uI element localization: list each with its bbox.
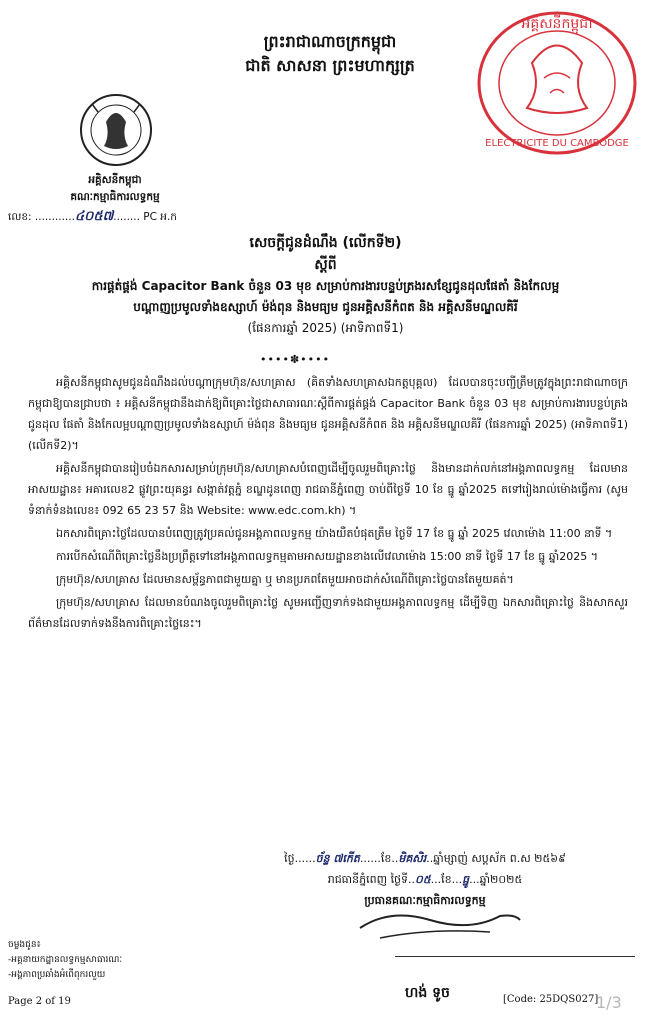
cc-item: -អគ្គនាយកដ្ឋានលទ្ធកម្មសាធារណៈ (8, 955, 123, 965)
ref-number-handwritten: ៤០៥៧ (74, 209, 114, 224)
signer-name: ហង់ ទូច (405, 985, 450, 1001)
organization-name: អគ្គិសនីកម្ពុជា (88, 174, 142, 186)
committee-name: គណៈកម្មាធិការលទ្ធកម្ម (70, 191, 160, 203)
lunar-day-handwritten: ច័ន្ទ ៧កើត (315, 852, 360, 865)
body-paragraph-1: អគ្គិសនីកម្ពុជាសូមជូនដំណឹងដល់បណ្តាក្រុមហ៊ុន/សហគ្រាស (គិតទាំងសហគ្រាសឯកត្តបុគ្គល) ដែលបានចុះបញ្ជីត្រឹមត្រូវក្នុងព្រះរាជាណាចក្រកម្ពុជាឱ្យបានជ្រាបថា ៖ អគ្គិសនីកម្ពុជានឹងដាក់ឱ្យពិគ្រោះថ្លៃជាសាធារណៈស្តីពីការផ្គត់ផ្គង់ Capacitor Bank ចំនួន 03 មុខ សម្រាប់ការងារបន្ទប់ត្រង ជូនដុល ផែតាំ និងកែលម្អបណ្តាញប្រមូលទាំងឧស្សាហ៍ ម៉ង់ពុន និងមធ្យម ជូនអគ្គិសនីកំពត និង អគ្គិសនីមណ្ឌលគិរី (ផែនការឆ្នាំ 2025) (អាទិភាពទី1) (លើកទី2)។ (28, 376, 628, 452)
ornament-divider: ••••✽•••• (260, 353, 331, 366)
notice-subject-line2: បណ្តាញប្រមូលទាំងឧស្សាហ៍ ម៉ង់ពុន និងមធ្យម ជូនអគ្គិសនីកំពត និង អគ្គិសនីមណ្ឌលគិរី (133, 300, 518, 314)
edc-emblem-logo (78, 92, 154, 168)
stamp-khmer-text: អគ្គិសនីកម្ពុជា (521, 16, 593, 32)
notice-title-block (20, 232, 631, 339)
solar-month-handwritten: ធ្នូ (462, 873, 470, 886)
solar-day-handwritten: ០៥ (415, 873, 431, 886)
cc-item: -អង្គភាពប្រឆាំងអំពើពុករលួយ (8, 970, 106, 980)
page-number: Page 2 of 19 (8, 996, 71, 1007)
ref-prefix: លេខ: (8, 211, 32, 223)
body-paragraph-4: ការបើកសំណើពិគ្រោះថ្លៃនឹងប្រព្រឹត្តទៅនៅអង្គភាពលទ្ធកម្មតាមអាសយដ្ឋានខាងលើវេលាម៉ោង 15:00 នាទី ថ្ងៃទី 17 ខែ ធ្នូ ឆ្នាំ2025 ។ (56, 550, 598, 563)
handwritten-signature (350, 898, 530, 958)
viewer-page-indicator[interactable]: 1/3 (596, 993, 622, 1012)
national-motto: ជាតិ សាសនា ព្រះមហាក្សត្រ (245, 56, 415, 75)
body-paragraph-5: ក្រុមហ៊ុន/សហគ្រាស ដែលមានសម្ព័ន្ធភាពជាមួយគ្នា ឬ មានប្រភពតែមួយអាចដាក់សំណើពិគ្រោះថ្លៃបានតែមួយគត់។ (56, 573, 514, 586)
reference-number: លេខ: ............៤០៥៧........ PC អ.ក (8, 209, 177, 224)
lunar-date-line: ថ្ងៃ......ច័ន្ទ ៧កើត......ខែ..មិគសិរ..ឆ្នាំម្សាញ់ សប្តស័ក ព.ស ២៥៦៩ (284, 852, 566, 865)
signer-title: ប្រធានគណៈកម្មាធិការលទ្ធកម្ម (364, 894, 486, 907)
kingdom-name: ព្រះរាជាណាចក្រកម្ពុជា (263, 32, 397, 51)
kingdom-header (180, 30, 480, 78)
body-paragraph-3: ឯកសារពិគ្រោះថ្លៃដែលបានបំពេញត្រូវប្រគល់ជូនអង្គភាពលទ្ធកម្ម យ៉ាងយឺតបំផុតត្រឹម ថ្ងៃទី 17 ខែ ធ្នូ ឆ្នាំ 2025 វេលាម៉ោង 11:00 នាទី ។ (56, 527, 613, 540)
signature-underline (395, 956, 635, 957)
notice-subject-line3: (ផែនការឆ្នាំ 2025) (អាទិភាពទី1) (247, 321, 404, 335)
ref-suffix: PC អ.ក (143, 211, 177, 223)
notice-body (28, 372, 628, 636)
notice-title: សេចក្តីជូនដំណឹង (លើកទី២) (249, 235, 402, 251)
stamp-french-text: ELECTRICITE DU CAMBODGE (485, 138, 629, 149)
solar-date-line: រាជធានីភ្នំពេញ ថ្ងៃទី..០៥...ខែ...ធ្នូ...ឆ្នាំ២០២៥ (327, 873, 523, 886)
official-seal-stamp (472, 8, 642, 158)
cc-list (8, 938, 122, 983)
lunar-month-handwritten: មិគសិរ (398, 852, 427, 865)
document-code: [Code: 25DQS027] (503, 994, 599, 1005)
notice-subject-line1: ការផ្គត់ផ្គង់ Capacitor Bank ចំនួន 03 មុខ សម្រាប់ការងារបន្ទប់ត្រងរសខ្សែជូនដុលផែតាំ និងកែលម្អ (91, 279, 560, 293)
notice-subject-label: ស្តីពី (314, 257, 337, 273)
body-paragraph-2: អគ្គិសនីកម្ពុជាបានរៀបចំឯកសារសម្រាប់ក្រុមហ៊ុន/សហគ្រាសបំពេញដើម្បីចូលរួមពិគ្រោះថ្លៃ និងមានដាក់លក់នៅអង្គភាពលទ្ធកម្ម ដែលមានអាសយដ្ឋាន៖ អគារលេខ2 ផ្លូវព្រះយុគន្ធរ សង្កាត់វត្តភ្នំ ខណ្ឌដូនពេញ រាជធានីភ្នំពេញ ចាប់ពីថ្ងៃទី 10 ខែ ធ្នូ ឆ្នាំ2025 តទៅរៀងរាល់ម៉ោងធ្វើការ (សូមទំនាក់ទំនងលេខ៖ 092 65 23 57 និង Website: www.edc.com.kh) ។ (28, 462, 628, 517)
organization-block (45, 172, 185, 206)
cc-heading: ចម្លងជូន៖ (8, 940, 41, 950)
body-paragraph-6: ក្រុមហ៊ុន/សហគ្រាស ដែលមានបំណងចូលរួមពិគ្រោះថ្លៃ សូមអញ្ជើញទាក់ទងជាមួយអង្គភាពលទ្ធកម្ម ដើម្បីទិញ ឯកសារពិគ្រោះថ្លៃ និងសាកសួរព័ត៌មានដែលទាក់ទងនឹងការពិគ្រោះថ្លៃនេះ។ (28, 596, 628, 630)
